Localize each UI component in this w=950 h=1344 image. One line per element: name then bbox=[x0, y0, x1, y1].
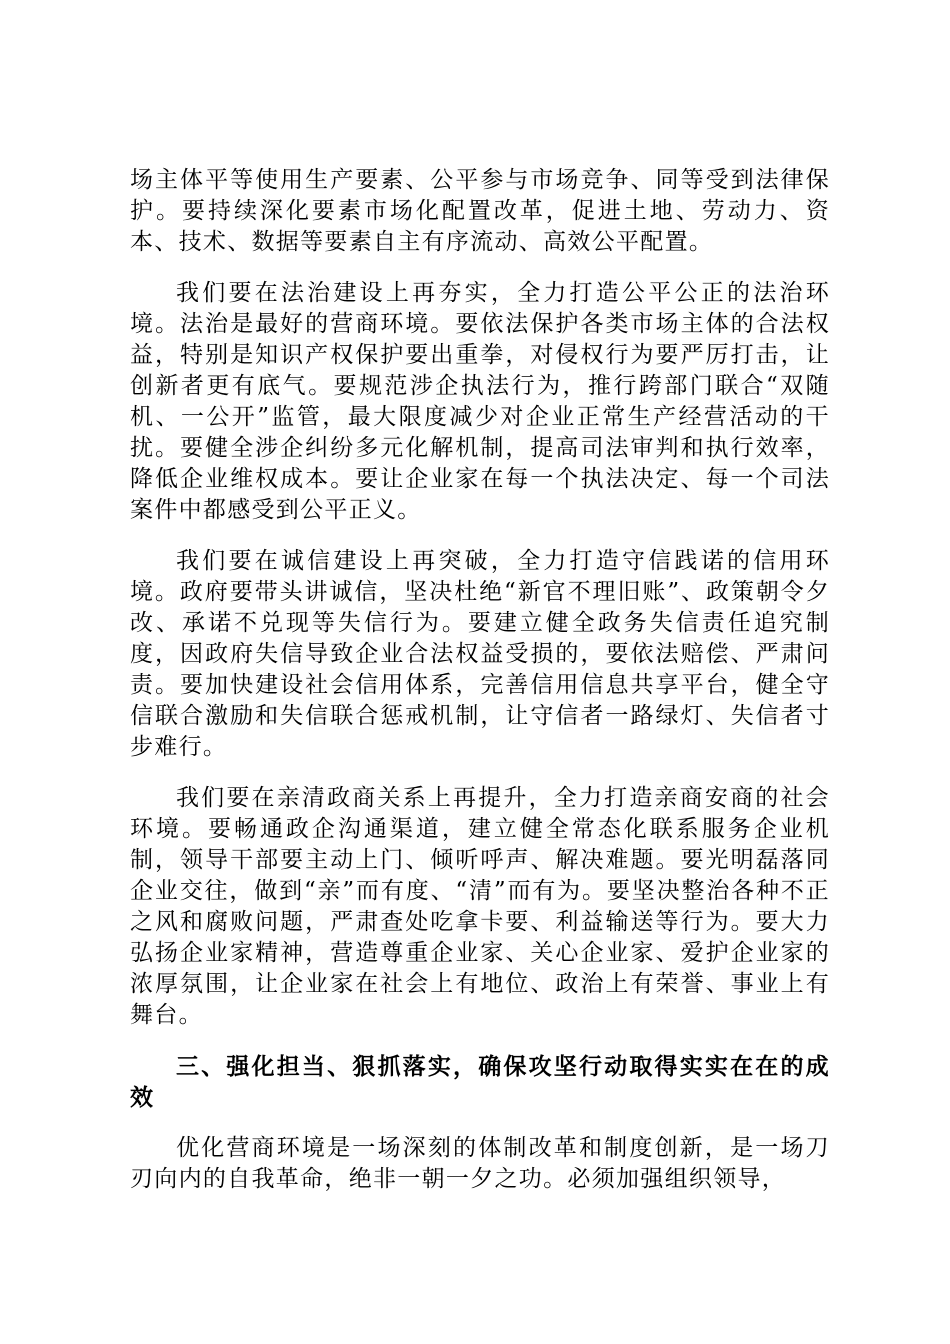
document-body bbox=[130, 165, 830, 1195]
paragraph-continuation: 场主体平等使用生产要素、公平参与市场竞争、同等受到法律保护。要持续深化要素市场化配置改革，促进土地、劳动力、资本、技术、数据等要素自主有序流动、高效公平配置。 bbox=[130, 167, 830, 255]
paragraph-closing: 优化营商环境是一场深刻的体制改革和制度创新，是一场刀刃向内的自我革命，绝非一朝一夕之功。必须加强组织领导， bbox=[130, 1135, 830, 1192]
paragraph-integrity: 我们要在诚信建设上再突破，全力打造守信践诺的信用环境。政府要带头讲诚信，坚决杜绝“新官不理旧账”、政策朝令夕改、承诺不兑现等失信行为。要建立健全政务失信责任追究制度，因政府失信导致企业合法权益受损的，要依法赔偿、严肃问责。要加快建设社会信用体系，完善信用信息共享平台，健全守信联合激励和失信联合惩戒机制，让守信者一路绿灯、失信者寸步难行。 bbox=[130, 548, 830, 760]
section-heading: 三、强化担当、狠抓落实，确保攻坚行动取得实实在在的成效 bbox=[130, 1053, 830, 1111]
paragraph-rule-of-law: 我们要在法治建设上再夯实，全力打造公平公正的法治环境。法治是最好的营商环境。要依法保护各类市场主体的合法权益，特别是知识产权保护要出重拳，对侵权行为要严厉打击，让创新者更有底气。要规范涉企执法行为，推行跨部门联合“双随机、一公开”监管，最大限度减少对企业正常生产经营活动的干扰。要健全涉企纠纷多元化解机制，提高司法审判和执行效率，降低企业维权成本。要让企业家在每一个执法决定、每一个司法案件中都感受到公平正义。 bbox=[130, 280, 830, 523]
paragraph-government-business-relations: 我们要在亲清政商关系上再提升，全力打造亲商安商的社会环境。要畅通政企沟通渠道，建立健全常态化联系服务企业机制，领导干部要主动上门、倾听呼声、解决难题。要光明磊落同企业交往，做到“亲”而有度、“清”而有为。要坚决整治各种不正之风和腐败问题，严肃查处吃拿卡要、利益输送等行为。要大力弘扬企业家精神，营造尊重企业家、关心企业家、爱护企业家的浓厚氛围，让企业家在社会上有地位、政治上有荣誉、事业上有舞台。 bbox=[130, 785, 830, 1028]
